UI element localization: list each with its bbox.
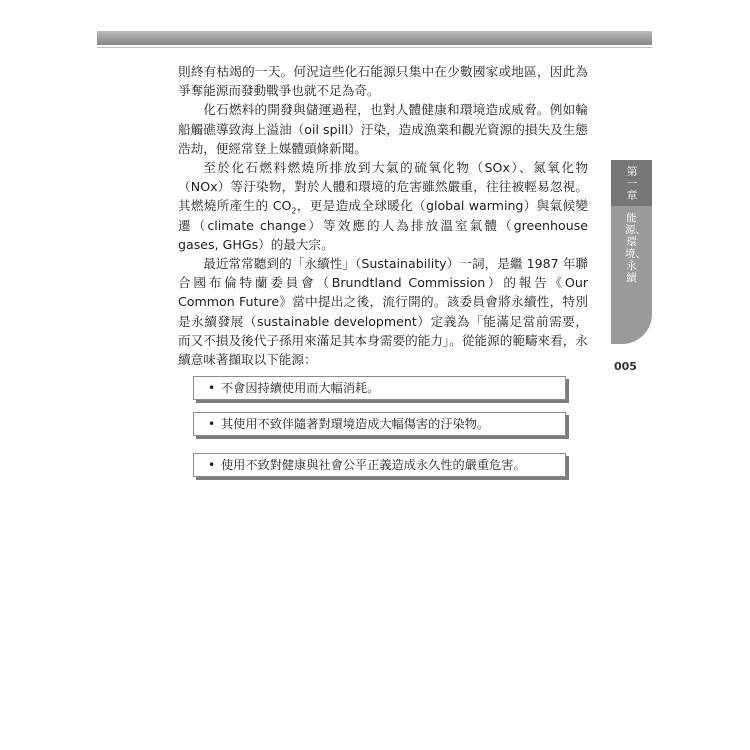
bullet-dot-icon: •	[208, 458, 216, 472]
bullet-text: 使用不致對健康與社會公平正義造成永久性的嚴重危害。	[221, 458, 526, 472]
bullet-text: 其使用不致伴隨著對環境造成大幅傷害的汙染物。	[221, 417, 490, 431]
bullet-dot-icon: •	[208, 417, 216, 431]
page-number: 005	[614, 360, 637, 373]
paragraph-3-end: ，更是造成全球暖化（global warming）與氣候變遷（climate change）等效應的人為排放溫室氣體（greenhouse gases, GHGs）的最大宗。	[178, 198, 588, 252]
chapter-label: 第一章	[626, 165, 638, 202]
paragraph-3	[178, 158, 588, 254]
paragraph-2: 化石燃料的開發與儲運過程，也對人體健康和環境造成威脅。例如輪船觸礁導致海上溢油（oil spill）汙染，造成漁業和觀光資源的損失及生態浩劫，便經常登上媒體頭條新聞。	[178, 102, 588, 156]
chapter-box	[611, 160, 652, 206]
body-text	[178, 62, 588, 369]
paragraph-1: 則終有枯竭的一天。何況這些化石能源只集中在少數國家或地區，因此為爭奪能源而發動戰爭也就不足為奇。	[178, 64, 588, 99]
header-bar	[97, 31, 652, 45]
co2-subscript: 2	[291, 206, 297, 216]
bullet-dot-icon: •	[208, 381, 216, 395]
chapter-side-tab	[611, 160, 652, 344]
paragraph-4: 最近常常聽到的「永續性」（Sustainability）一詞，是繼 1987 年聯合國布倫特蘭委員會（Brundtland Commission）的報告《Our Common Future》當中提出之後，流行開的。該委員會將永續性，特別是永續發展（sustainable development）定義為「能滿足當前需要，而又不損及後代子孫用來滿足其本身需要的能力」。從能源的範疇來看，永續意味著擷取以下能源：	[178, 256, 588, 368]
bullet-text: 不會因持續使用而大幅消耗。	[221, 381, 380, 395]
chapter-title: 能源、環境、永續	[625, 212, 646, 284]
paragraph-3-start: 至於化石燃料燃燒所排放到大氣的硫氧化物（SOx）、氮氧化物（NOx）等汙染物，對於人體和環境的危害雖然嚴重，往往被輕易忽視。其燃燒所產生的 CO	[178, 160, 588, 214]
bullet-item	[193, 453, 566, 477]
header-rule	[97, 47, 652, 48]
bullet-item	[193, 412, 566, 436]
bullet-item	[193, 376, 566, 400]
